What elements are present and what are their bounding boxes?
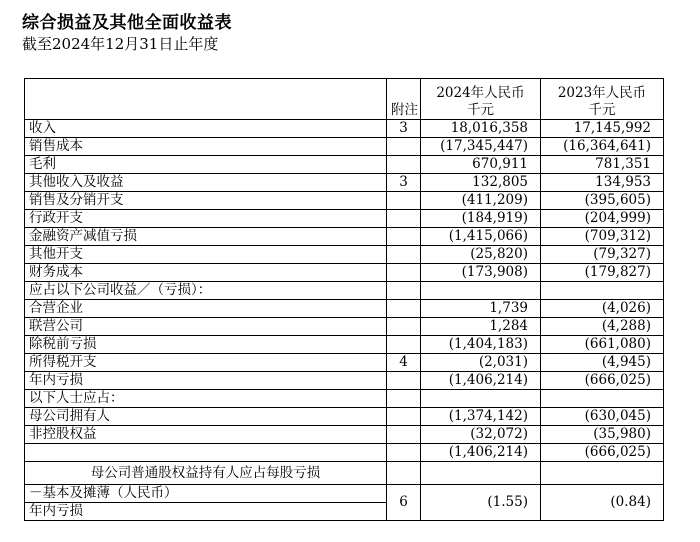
row-note	[387, 390, 421, 408]
row-label: 其他收入及收益	[25, 174, 387, 192]
row-label: 应占以下公司收益／（亏损）：	[25, 282, 387, 300]
eps-heading-2023	[541, 462, 664, 485]
table-row	[25, 120, 664, 138]
row-label: 行政开支	[25, 210, 387, 228]
row-note: 4	[387, 354, 421, 372]
row-label: 母公司拥有人	[25, 408, 387, 426]
row-label: 除税前亏损	[25, 336, 387, 354]
row-note	[387, 300, 421, 318]
row-value-2024: 18,016,358	[421, 120, 541, 138]
row-label: 合营企业	[25, 300, 387, 318]
table-row	[25, 444, 664, 462]
row-value-2024: 1,739	[421, 300, 541, 318]
row-label: 其他开支	[25, 246, 387, 264]
row-value-2023: (204,999)	[541, 210, 664, 228]
row-value-2024: 132,805	[421, 174, 541, 192]
header-2023-unit: 千元	[588, 102, 616, 118]
row-value-2024: (17,345,447)	[421, 138, 541, 156]
table-row	[25, 354, 664, 372]
header-2024-unit: 千元	[467, 102, 494, 118]
row-value-2024	[421, 390, 541, 408]
eps-heading-note	[387, 462, 421, 485]
row-value-2023: (666,025)	[541, 444, 664, 462]
table-row	[25, 372, 664, 390]
row-note	[387, 138, 421, 156]
row-note	[387, 264, 421, 282]
eps-line2: 年内亏损	[25, 503, 387, 521]
row-note	[387, 336, 421, 354]
header-row	[25, 79, 664, 120]
row-value-2024: 1,284	[421, 318, 541, 336]
row-note: 3	[387, 120, 421, 138]
eps-note: 6	[387, 485, 421, 521]
row-note	[387, 192, 421, 210]
row-value-2024: (1,404,183)	[421, 336, 541, 354]
row-value-2024: 670,911	[421, 156, 541, 174]
row-value-2024: (1,406,214)	[421, 372, 541, 390]
row-value-2023: (16,364,641)	[541, 138, 664, 156]
table-row	[25, 300, 664, 318]
row-note	[387, 408, 421, 426]
row-label: 销售及分销开支	[25, 192, 387, 210]
row-note	[387, 318, 421, 336]
row-note	[387, 246, 421, 264]
row-value-2024	[421, 282, 541, 300]
row-label: 非控股权益	[25, 426, 387, 444]
eps-line1: －基本及摊薄（人民币）	[25, 485, 387, 503]
row-value-2023: (395,605)	[541, 192, 664, 210]
row-label	[25, 444, 387, 462]
table-row	[25, 138, 664, 156]
row-note	[387, 228, 421, 246]
row-label: 以下人士应占：	[25, 390, 387, 408]
table-row	[25, 282, 664, 300]
statement-title: 综合损益及其他全面收益表	[22, 13, 232, 33]
row-value-2023: 781,351	[541, 156, 664, 174]
eps-value-2024: (1.55)	[421, 485, 541, 521]
row-label: 所得税开支	[25, 354, 387, 372]
row-note	[387, 444, 421, 462]
row-note	[387, 282, 421, 300]
row-label: 毛利	[25, 156, 387, 174]
table-row	[25, 264, 664, 282]
row-label: 年内亏损	[25, 372, 387, 390]
income-statement-table	[24, 78, 664, 521]
header-label-cell	[25, 79, 387, 120]
row-note: 3	[387, 174, 421, 192]
table-row	[25, 408, 664, 426]
statement-subtitle: 截至2024年12月31日止年度	[22, 35, 219, 53]
row-value-2024: (1,415,066)	[421, 228, 541, 246]
row-note	[387, 426, 421, 444]
row-note	[387, 210, 421, 228]
table-row	[25, 192, 664, 210]
header-2024	[421, 79, 541, 120]
row-label: 金融资产减值亏损	[25, 228, 387, 246]
row-label: 销售成本	[25, 138, 387, 156]
row-value-2023: (35,980)	[541, 426, 664, 444]
row-value-2023	[541, 390, 664, 408]
row-value-2024: (173,908)	[421, 264, 541, 282]
table-row	[25, 390, 664, 408]
table-row	[25, 336, 664, 354]
header-2024-label: 2024年人民币	[436, 85, 525, 101]
table-row	[25, 246, 664, 264]
row-value-2023: (4,288)	[541, 318, 664, 336]
row-value-2023: 17,145,992	[541, 120, 664, 138]
table-row	[25, 426, 664, 444]
row-value-2023: (630,045)	[541, 408, 664, 426]
row-value-2023: 134,953	[541, 174, 664, 192]
row-value-2024: (1,374,142)	[421, 408, 541, 426]
table-row	[25, 318, 664, 336]
row-note	[387, 372, 421, 390]
eps-value-2023: (0.84)	[541, 485, 664, 521]
row-value-2023: (4,945)	[541, 354, 664, 372]
eps-heading-row	[25, 462, 664, 485]
table-row	[25, 228, 664, 246]
row-value-2023: (709,312)	[541, 228, 664, 246]
row-label: 收入	[25, 120, 387, 138]
header-2023-label: 2023年人民币	[557, 85, 647, 101]
eps-row	[25, 485, 664, 503]
row-label: 财务成本	[25, 264, 387, 282]
table-row	[25, 174, 664, 192]
row-label: 联营公司	[25, 318, 387, 336]
row-note	[387, 156, 421, 174]
row-value-2023: (4,026)	[541, 300, 664, 318]
row-value-2023: (666,025)	[541, 372, 664, 390]
table-row	[25, 210, 664, 228]
row-value-2024: (2,031)	[421, 354, 541, 372]
row-value-2024: (411,209)	[421, 192, 541, 210]
row-value-2024: (25,820)	[421, 246, 541, 264]
eps-heading: 母公司普通股权益持有人应占每股亏损	[25, 462, 387, 485]
row-value-2024: (1,406,214)	[421, 444, 541, 462]
row-value-2023: (179,827)	[541, 264, 664, 282]
row-value-2024: (184,919)	[421, 210, 541, 228]
row-value-2024: (32,072)	[421, 426, 541, 444]
table-row	[25, 156, 664, 174]
eps-heading-2024	[421, 462, 541, 485]
header-note: 附注	[387, 79, 421, 120]
row-value-2023	[541, 282, 664, 300]
row-value-2023: (79,327)	[541, 246, 664, 264]
row-value-2023: (661,080)	[541, 336, 664, 354]
header-2023	[541, 79, 664, 120]
